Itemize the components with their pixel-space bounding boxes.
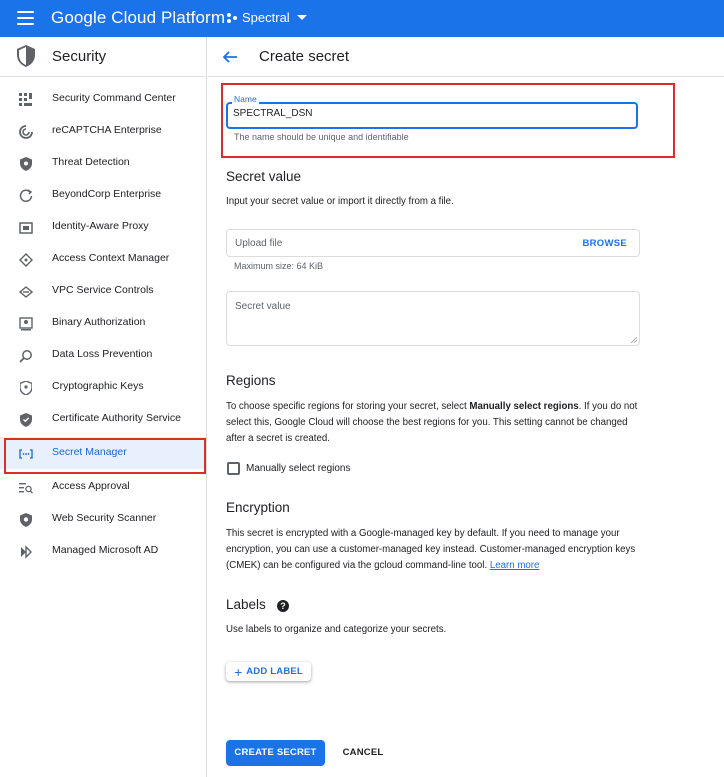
main-content: [208, 37, 724, 777]
sidebar-item-label: Managed Microsoft AD: [52, 544, 159, 556]
sidebar-item-binary-authorization[interactable]: [0, 307, 206, 339]
add-label-text: ADD LABEL: [246, 666, 303, 677]
menu-icon[interactable]: [17, 11, 34, 25]
sidebar-item-certificate-authority-service[interactable]: [0, 403, 206, 435]
regions-description-bold: Manually select regions: [469, 401, 579, 412]
magnify-icon: [19, 349, 33, 363]
project-selector[interactable]: [226, 10, 307, 25]
page-header: [208, 37, 724, 77]
help-icon[interactable]: ?: [277, 600, 289, 612]
upload-file-placeholder: Upload file: [235, 238, 283, 249]
sidebar-item-cryptographic-keys[interactable]: [0, 371, 206, 403]
sidebar-item-secret-manager[interactable]: [0, 437, 206, 469]
sidebar-item-web-security-scanner[interactable]: [0, 503, 206, 535]
secret-value-textarea[interactable]: [226, 291, 640, 346]
sidebar-item-recaptcha-enterprise[interactable]: [0, 115, 206, 147]
sidebar-item-label: Cryptographic Keys: [52, 380, 144, 392]
sidebar-header: [0, 37, 206, 77]
key-shield-icon: [19, 381, 33, 395]
sidebar: [0, 37, 207, 777]
create-secret-button[interactable]: CREATE SECRET: [226, 740, 325, 766]
page-title: Create secret: [259, 48, 350, 65]
sidebar-item-label: Data Loss Prevention: [52, 348, 153, 360]
sidebar-item-label: Threat Detection: [52, 156, 130, 168]
managed-ad-icon: [19, 545, 33, 559]
sidebar-item-security-command-center[interactable]: [0, 83, 206, 115]
sidebar-item-threat-detection[interactable]: [0, 147, 206, 179]
labels-description: Use labels to organize and categorize your secrets.: [226, 624, 447, 635]
proxy-icon: [19, 221, 33, 235]
cancel-button[interactable]: CANCEL: [342, 747, 384, 758]
chevron-down-icon: [297, 15, 307, 20]
recaptcha-icon: [19, 125, 33, 139]
sidebar-item-label: Certificate Authority Service: [52, 412, 181, 424]
plus-icon: +: [234, 663, 243, 680]
sidebar-item-label: Security Command Center: [52, 92, 176, 104]
sidebar-item-managed-microsoft-ad[interactable]: [0, 535, 206, 567]
browse-button[interactable]: BROWSE: [582, 238, 627, 249]
scanner-shield-icon: [19, 513, 33, 527]
sidebar-item-label: Identity-Aware Proxy: [52, 220, 149, 232]
shield-icon: [19, 157, 33, 171]
sidebar-item-identity-aware-proxy[interactable]: [0, 211, 206, 243]
circle-arrow-icon: [19, 189, 33, 203]
sidebar-item-access-approval[interactable]: [0, 471, 206, 503]
sidebar-item-label: Access Approval: [52, 480, 130, 492]
sidebar-item-label: Access Context Manager: [52, 252, 170, 264]
back-arrow-icon[interactable]: [222, 49, 238, 65]
encryption-heading: Encryption: [226, 500, 290, 515]
secret-value-description: Input your secret value or import it directly from a file.: [226, 196, 454, 207]
regions-description: To choose specific regions for storing your secret, select Manually select regions. If you do not select this, Google Cloud will choose the best regions for you. This setting cannot be changed after a secret is created.: [226, 401, 638, 444]
sidebar-item-label: reCAPTCHA Enterprise: [52, 124, 162, 136]
sidebar-item-label: Binary Authorization: [52, 316, 146, 328]
vpc-icon: [19, 285, 33, 299]
labels-heading: Labels: [226, 597, 266, 612]
access-approval-icon: [19, 481, 33, 495]
add-label-button[interactable]: [226, 662, 311, 681]
learn-more-link[interactable]: Learn more: [489, 560, 540, 571]
manual-regions-label[interactable]: Manually select regions: [246, 463, 351, 474]
upload-size-hint: Maximum size: 64 KiB: [234, 261, 324, 271]
sidebar-item-vpc-service-controls[interactable]: [0, 275, 206, 307]
sidebar-item-beyondcorp-enterprise[interactable]: [0, 179, 206, 211]
top-app-bar: [0, 0, 724, 37]
sidebar-item-access-context-manager[interactable]: [0, 243, 206, 275]
sidebar-title: Security: [52, 48, 107, 65]
name-hint: The name should be unique and identifiable: [234, 132, 409, 142]
secret-brackets-icon: [19, 447, 33, 461]
name-input-label: Name: [234, 94, 257, 104]
manual-regions-checkbox[interactable]: [227, 462, 240, 475]
resize-grip-icon[interactable]: [631, 337, 637, 343]
project-dots-icon: [226, 12, 238, 24]
project-name: Spectral: [242, 10, 290, 25]
regions-heading: Regions: [226, 373, 276, 388]
sidebar-item-label: Web Security Scanner: [52, 512, 157, 524]
encryption-description: This secret is encrypted with a Google-managed key by default. If you need to manage your encryption, you can use a customer-managed key instead. Customer-managed encryption keys (CMEK) can be configured via the gcloud command-line tool. Learn more: [226, 528, 636, 571]
security-shield-icon: [17, 45, 35, 67]
sidebar-item-label: Secret Manager: [52, 446, 127, 458]
name-input-value[interactable]: SPECTRAL_DSN: [233, 108, 313, 119]
dashboard-grid-icon: [19, 93, 33, 107]
brand-title[interactable]: Google Cloud Platform: [51, 8, 226, 27]
binary-auth-icon: [19, 317, 33, 331]
upload-file-field[interactable]: [226, 229, 640, 257]
secret-value-placeholder: Secret value: [235, 301, 291, 312]
sidebar-item-data-loss-prevention[interactable]: [0, 339, 206, 371]
sidebar-item-label: VPC Service Controls: [52, 284, 154, 296]
sidebar-item-label: BeyondCorp Enterprise: [52, 188, 162, 200]
secret-value-heading: Secret value: [226, 169, 302, 184]
diamond-arrows-icon: [19, 253, 33, 267]
certificate-icon: [19, 413, 33, 427]
